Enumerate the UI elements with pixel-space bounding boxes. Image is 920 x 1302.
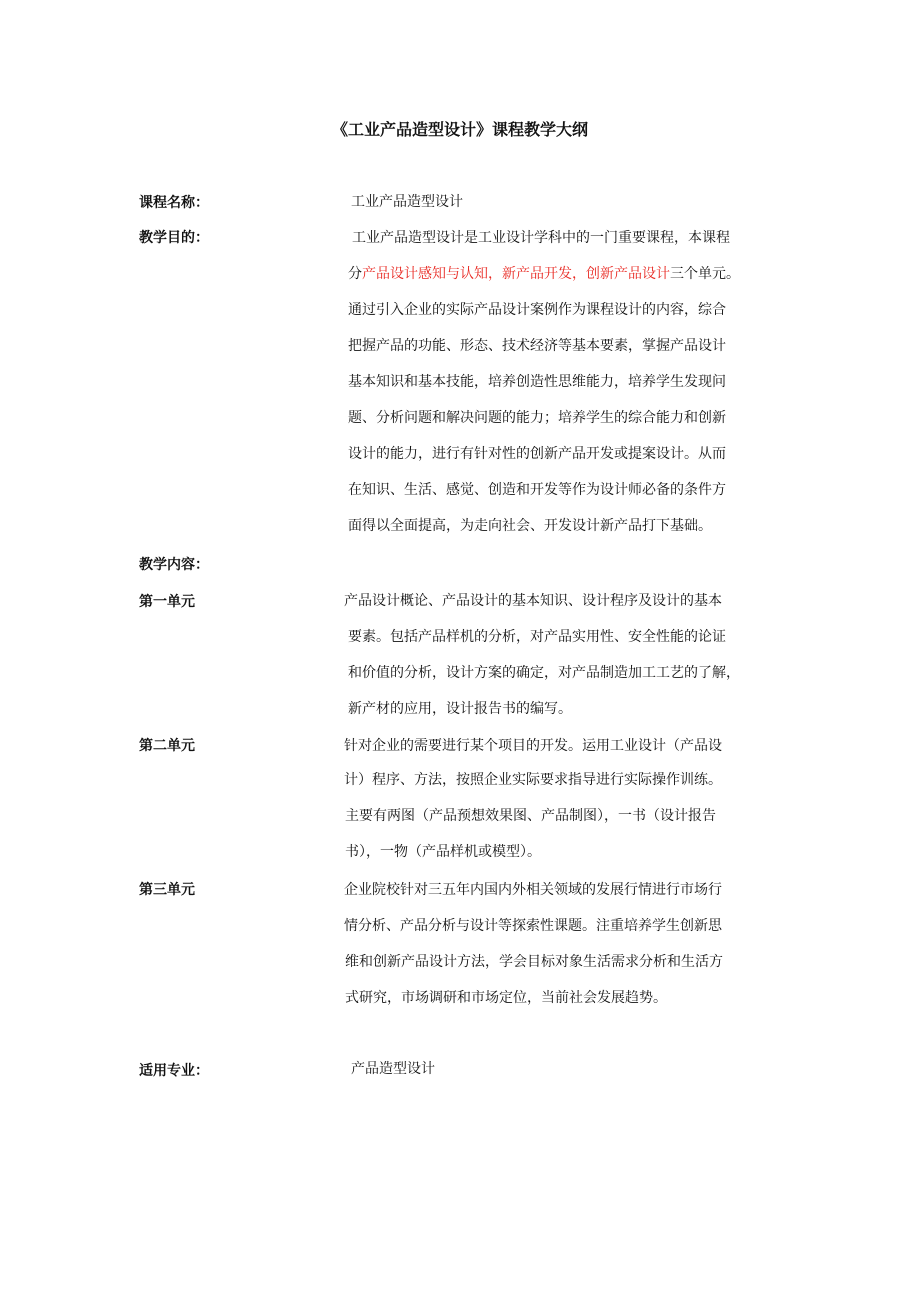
unit-line: 情分析、产品分析与设计等探索性课题。注重培养学生创新思: [344, 918, 722, 934]
document-title: 《工业产品造型设计》课程教学大纲: [331, 120, 588, 139]
course-name-label: 课程名称：: [139, 195, 209, 211]
unit-3-paragraph: [344, 878, 794, 1008]
unit-line: 维和创新产品设计方法，学会目标对象生活需求分析和生活方: [345, 954, 723, 970]
objective-paragraph: [348, 226, 798, 546]
unit-2-label: 第二单元: [139, 738, 195, 754]
objective-line: [348, 262, 740, 286]
major-label: 适用专业：: [139, 1063, 209, 1079]
course-name-value: 工业产品造型设计: [351, 194, 463, 210]
unit-line: 和价值的分析，设计方案的确定，对产品制造加工工艺的了解，: [348, 665, 740, 681]
objective-line: 设计的能力，进行有针对性的创新产品开发或提案设计。从而: [348, 446, 726, 462]
unit-line: 式研究，市场调研和市场定位，当前社会发展趋势。: [345, 990, 667, 1006]
objective-label: 教学目的：: [139, 230, 209, 246]
objective-line-suffix: 三个单元。: [670, 266, 740, 282]
unit-line: 针对企业的需要进行某个项目的开发。运用工业设计（产品设: [344, 738, 722, 754]
unit-1-paragraph: [344, 589, 794, 719]
objective-line: 把握产品的功能、形态、技术经济等基本要素，掌握产品设计: [348, 338, 726, 354]
unit-line: 书），一物（产品样机或模型）。: [345, 844, 541, 860]
unit-line: 要素。包括产品样机的分析，对产品实用性、安全性能的论证: [348, 629, 726, 645]
unit-line: 计）程序、方法，按照企业实际要求指导进行实际操作训练。: [344, 772, 722, 788]
objective-units-highlight: 产品设计感知与认知，新产品开发，创新产品设计: [362, 266, 670, 282]
objective-line-prefix: 分: [348, 266, 362, 282]
unit-line: 产品设计概论、产品设计的基本知识、设计程序及设计的基本: [344, 593, 722, 609]
unit-line: 主要有两图（产品预想效果图、产品制图），一书（设计报告: [345, 808, 716, 824]
objective-line: 题、分析问题和解决问题的能力；培养学生的综合能力和创新: [348, 410, 726, 426]
major-value: 产品造型设计: [351, 1061, 435, 1077]
unit-line: 新产材的应用，设计报告书的编写。: [348, 701, 572, 717]
objective-line: 工业产品造型设计是工业设计学科中的一门重要课程，本课程: [352, 230, 730, 246]
unit-3-label: 第三单元: [139, 882, 195, 898]
objective-line: 通过引入企业的实际产品设计案例作为课程设计的内容，综合: [348, 302, 726, 318]
content-label: 教学内容：: [139, 557, 209, 573]
objective-line: 在知识、生活、感觉、创造和开发等作为设计师必备的条件方: [348, 482, 726, 498]
objective-line: 基本知识和基本技能，培养创造性思维能力，培养学生发现问: [348, 374, 726, 390]
unit-line: 企业院校针对三五年内国内外相关领域的发展行情进行市场行: [344, 882, 722, 898]
unit-2-paragraph: [344, 734, 794, 864]
unit-1-label: 第一单元: [139, 594, 195, 610]
objective-line: 面得以全面提高，为走向社会、开发设计新产品打下基础。: [348, 518, 712, 534]
